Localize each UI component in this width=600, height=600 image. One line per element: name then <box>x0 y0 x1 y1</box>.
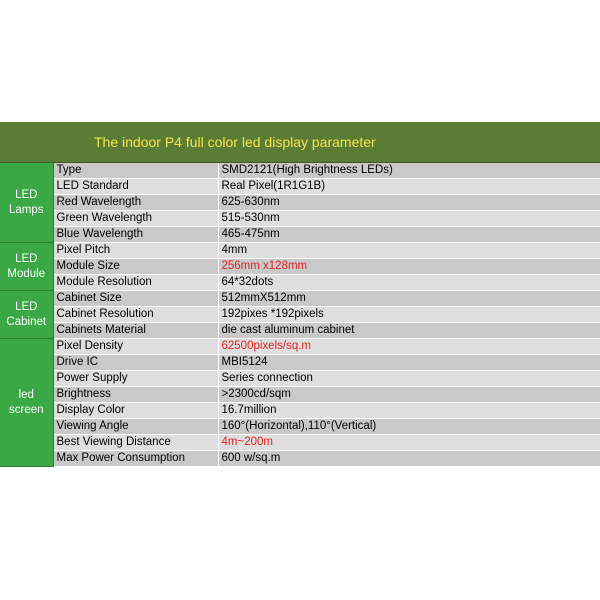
parameter-value: 465-475nm <box>218 227 600 243</box>
parameter-value: 515-530nm <box>218 211 600 227</box>
parameter-name: LED Standard <box>53 179 218 195</box>
table-row <box>0 307 600 323</box>
table-row <box>0 163 600 179</box>
table-row <box>0 259 600 275</box>
parameter-name: Pixel Density <box>53 339 218 355</box>
parameter-name: Cabinet Size <box>53 291 218 307</box>
parameter-value: die cast aluminum cabinet <box>218 323 600 339</box>
parameter-name: Display Color <box>53 403 218 419</box>
table-row <box>0 243 600 259</box>
table-row <box>0 291 600 307</box>
parameter-name: Pixel Pitch <box>53 243 218 259</box>
table-row <box>0 211 600 227</box>
parameter-name: Green Wavelength <box>53 211 218 227</box>
parameter-name: Type <box>53 163 218 179</box>
group-label: LED Cabinet <box>0 291 53 339</box>
parameter-value: SMD2121(High Brightness LEDs) <box>218 163 600 179</box>
parameter-value: 625-630nm <box>218 195 600 211</box>
parameter-name: Max Power Consumption <box>53 451 218 467</box>
table-row <box>0 339 600 355</box>
parameter-name: Best Viewing Distance <box>53 435 218 451</box>
parameter-value: 4m~200m <box>218 435 600 451</box>
parameter-name: Brightness <box>53 387 218 403</box>
parameter-name: Red Wavelength <box>53 195 218 211</box>
group-label: LED Lamps <box>0 163 53 243</box>
parameter-value: 600 w/sq.m <box>218 451 600 467</box>
parameter-table-body <box>0 122 600 467</box>
table-row <box>0 227 600 243</box>
parameter-name: Power Supply <box>53 371 218 387</box>
table-title: The indoor P4 full color led display parameter <box>0 122 600 163</box>
group-label: LED Module <box>0 243 53 291</box>
table-row <box>0 355 600 371</box>
table-row <box>0 419 600 435</box>
table-row <box>0 275 600 291</box>
parameter-value: 64*32dots <box>218 275 600 291</box>
table-row <box>0 195 600 211</box>
table-row <box>0 451 600 467</box>
parameter-name: Blue Wavelength <box>53 227 218 243</box>
table-row <box>0 387 600 403</box>
parameter-name: Viewing Angle <box>53 419 218 435</box>
parameter-value: Real Pixel(1R1G1B) <box>218 179 600 195</box>
title-row <box>0 122 600 163</box>
table-row <box>0 179 600 195</box>
parameter-value: >2300cd/sqm <box>218 387 600 403</box>
parameter-value: 16.7million <box>218 403 600 419</box>
group-label: led screen <box>0 339 53 467</box>
parameter-name: Module Resolution <box>53 275 218 291</box>
parameter-value: Series connection <box>218 371 600 387</box>
parameter-name: Cabinets Material <box>53 323 218 339</box>
parameter-name: Drive IC <box>53 355 218 371</box>
table-row <box>0 371 600 387</box>
parameter-table <box>0 122 600 467</box>
parameter-value: MBI5124 <box>218 355 600 371</box>
parameter-name: Cabinet Resolution <box>53 307 218 323</box>
table-row <box>0 323 600 339</box>
parameter-value: 4mm <box>218 243 600 259</box>
parameter-name: Module Size <box>53 259 218 275</box>
parameter-value: 192pixes *192pixels <box>218 307 600 323</box>
parameter-value: 256mm x128mm <box>218 259 600 275</box>
table-row <box>0 435 600 451</box>
parameter-value: 62500pixels/sq.m <box>218 339 600 355</box>
table-row <box>0 403 600 419</box>
parameter-value: 160°(Horizontal),110°(Vertical) <box>218 419 600 435</box>
parameter-value: 512mmX512mm <box>218 291 600 307</box>
